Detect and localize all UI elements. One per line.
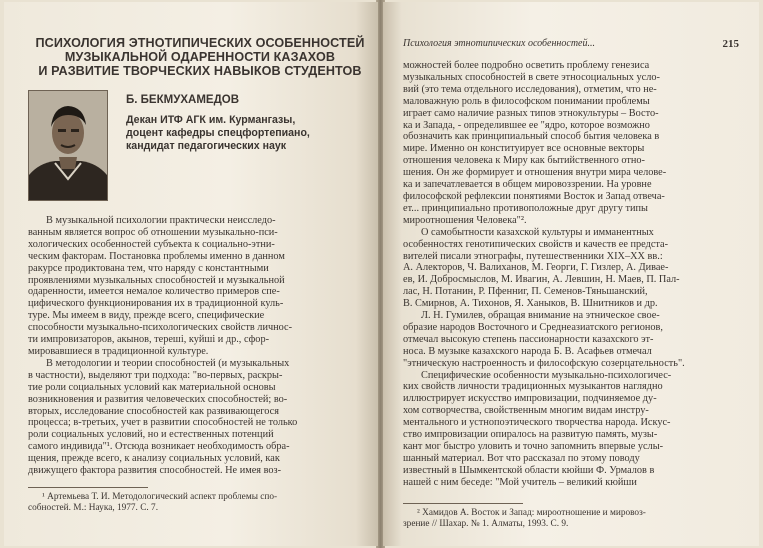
text-line: В музыкальной психологии практически неисследо-: [46, 215, 276, 226]
text-line: известный в Шымкентской области кюйши Ф. Урмалов в: [403, 464, 655, 476]
text-line: ² Хамидов А. Восток и Запад: мироотношение и мировоз-: [417, 507, 646, 518]
text-line: одаренности, имеется немалое количество примеров спе-: [28, 286, 280, 298]
text-line: хологических особенностей субъекта к социально-этни-: [28, 238, 275, 250]
text-line: движущего фактора развития способностей. Не имея воз-: [28, 465, 282, 477]
text-line: ство импровизации опиралось на развитую память, музы-: [403, 429, 658, 441]
text-line: ти импровизаторов, акынов, терешi, куйшi и др., сфор-: [28, 334, 270, 346]
text-line: возникновения и развития человеческих способностей; во-: [28, 393, 288, 405]
title-line: И РАЗВИТИЕ ТВОРЧЕСКИХ НАВЫКОВ СТУДЕНТОВ: [38, 64, 362, 78]
text-line: отмечал высокую степень пассионарности казахского эт-: [403, 333, 654, 345]
text-line: маловажную роль в философском понимании проблемы: [403, 95, 650, 107]
text-line: шения. Он же формирует и отношения внутри мира челове-: [403, 167, 667, 179]
footnote-rule: [403, 503, 523, 504]
author-description: [126, 114, 310, 153]
text-line: Л. Н. Гумилев, обращая внимание на этническое свое-: [421, 310, 660, 322]
text-line: ракурсе продиктована тем, что наряду с константными: [28, 262, 269, 274]
text-line: мире. Именно он конституирует все основные векторы: [403, 143, 645, 155]
text-line: музыкальных способностей в свете этносоциальных усло-: [403, 71, 660, 83]
text-line: лас, Н. Потанин, Р. Пфенниг, П. Семенов-Тяньшанский,: [403, 286, 648, 298]
text-line: О самобытности казахской культуры и имманентных: [421, 226, 654, 238]
text-line: В методологии и теории способностей (и музыкальных: [46, 357, 290, 369]
text-line: процесса; в-третьих, учет в развитии способностей не только: [28, 417, 298, 429]
text-line: отношения человека к Миру как бытийственного отно-: [403, 155, 645, 167]
text-line: особенностях генотипических свойств и качеств ее предста-: [403, 238, 669, 250]
title-line: МУЗЫКАЛЬНОЙ ОДАРЕННОСТИ КАЗАХОВ: [64, 50, 336, 64]
text-line: ванным является вопрос об отношении музыкально-пси-: [28, 226, 278, 238]
author-name: Б. БЕКМУХАМЕДОВ: [126, 94, 240, 106]
running-title: Психология этнотипических особенностей...: [403, 38, 595, 49]
text-line: А. Алекторов, Ч. Валиханов, М. Георги, Г. Гизлер, А. Дивае-: [403, 262, 669, 274]
text-line: "этническую настроенность и философскую созерцательность".: [403, 357, 685, 369]
text-line: самого индивида"¹. Отсюда возникает необходимость обра-: [28, 441, 290, 453]
text-line: философской рефлексии понятиями Восток и Запад отвеча-: [403, 190, 665, 202]
text-line: ¹ Артемьева Т. И. Методологический аспект проблемы спо-: [42, 491, 278, 502]
text-line: ка и Запада, - определившее ее "ядро, которое возможно: [403, 119, 650, 131]
article-title: [28, 36, 372, 78]
text-line: вторых, исследование способностей как развивающегося: [28, 405, 279, 417]
text-line: хом сотворчества, свойственным многим видам инстру-: [403, 405, 649, 417]
text-line: нашей с ним беседе: "Мой учитель – великий кюйши: [403, 476, 637, 488]
title-line: ПСИХОЛОГИЯ ЭТНОТИПИЧЕСКИХ ОСОБЕННОСТЕЙ: [35, 36, 365, 50]
text-line: щения, прежде всего, к анализу социальных условий, как: [28, 453, 280, 465]
text-line: мировавшиеся в традиционной культуре.: [28, 345, 209, 357]
text-line: в частности), выделяют три подхода: "во-первых, раскры-: [28, 369, 283, 381]
author-desc-line: Декан ИТФ АГК им. Курмангазы,: [126, 114, 296, 126]
right-page: [383, 2, 759, 546]
text-line: обозначить как принципиальный способ бытия человека в: [403, 131, 660, 143]
text-line: кант мог быстро уловить и точно запомнить впервые услы-: [403, 441, 664, 452]
text-line: мироотношения Человека"².: [403, 214, 527, 226]
text-line: зрение // Шахар. № 1. Алматы, 1993. С. 9.: [403, 518, 569, 529]
text-line: ческим факторам. Постановка проблемы именно в данном: [28, 250, 285, 262]
text-line: тие роли социальных условий как материальной основы: [28, 381, 276, 393]
text-line: проявлениями музыкальных способностей и музыкальной: [28, 274, 285, 286]
author-block: [28, 90, 372, 203]
text-line: собностей. М.: Наука, 1977. С. 7.: [28, 502, 159, 513]
text-line: шанный материал. Вот что рассказал по этому поводу: [403, 452, 640, 464]
author-desc-line: доцент кафедры спецфортепиано,: [126, 127, 310, 139]
text-line: Специфические особенности музыкально-психологичес-: [421, 369, 672, 381]
text-line: ев, И. Добросмыслов, М. Ивагин, А. Левшин, Н. Маев, П. Пал-: [403, 274, 680, 286]
text-line: роли социальных условий, но и естественных потенций: [28, 429, 274, 441]
text-line: носа. В музыке казахского народа Б. В. Асафьев отмечал: [403, 345, 652, 357]
text-line: вителей писали этнографы, путешественники XIX–XX вв.:: [403, 250, 663, 262]
text-line: туре. Мы имеем в виду, прежде всего, специфические: [28, 310, 265, 322]
text-line: ких свойств личности традиционных музыкантов наглядно: [403, 381, 663, 393]
text-line: ментального и устнопоэтического творчества народа. Искус-: [403, 417, 671, 429]
text-line: образие народов Восточного и Среднеазиатского регионов,: [403, 321, 663, 333]
left-page: [4, 2, 378, 546]
author-photo: [28, 90, 108, 201]
text-line: способности музыкально-психологических свойств личнос-: [28, 322, 293, 334]
footnote-rule: [28, 487, 148, 488]
text-line: В. Смирнов, А. Тихонов, Я. Ханыков, В. Шнитников и др.: [403, 298, 658, 310]
right-body-text: [403, 60, 739, 489]
text-line: вий (это тема отдельного исследования), отметим, что не-: [403, 83, 657, 95]
portrait-image: [29, 91, 107, 200]
text-line: можностей более подробно осветить проблему генезиса: [403, 60, 650, 71]
right-footnote: [403, 508, 739, 530]
running-header: [403, 38, 739, 50]
left-footnote: [28, 492, 372, 514]
text-line: ка и запечатлевается в общем мировоззрении. На уровне: [403, 179, 652, 191]
page-number: 215: [722, 38, 739, 50]
text-line: играет само наличие разных типов этнокультуры – Восто-: [403, 107, 659, 119]
author-desc-line: кандидат педагогических наук: [126, 140, 287, 152]
text-line: цифического функционирования их в традиционной куль-: [28, 298, 284, 310]
text-line: ет... принципиально противоположные друг другу типы: [403, 202, 648, 214]
left-body-text: [28, 215, 372, 477]
text-line: иллюстрирует искусство импровизации, подчиняемое ду-: [403, 393, 657, 405]
